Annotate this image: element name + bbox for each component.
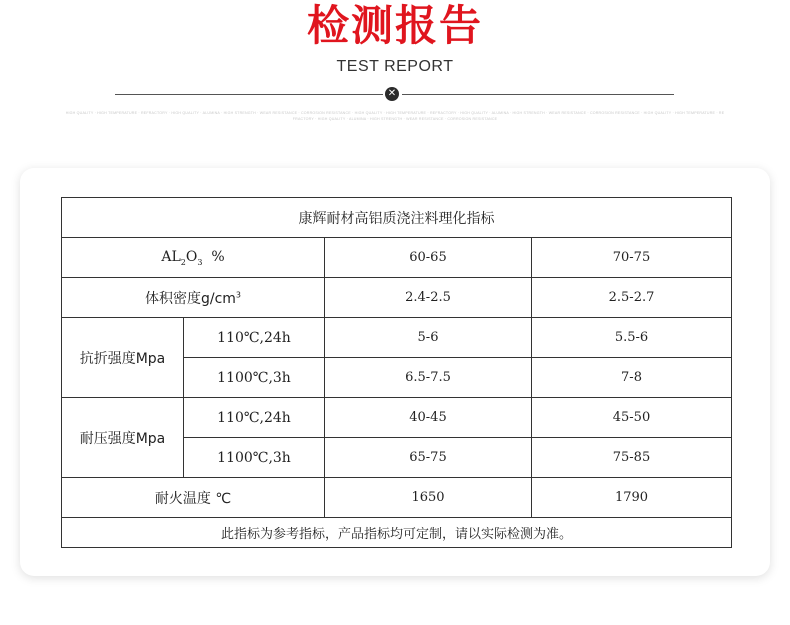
density-value-1: 2.4-2.5 bbox=[325, 278, 532, 318]
divider-left bbox=[115, 94, 383, 95]
table-title-row bbox=[62, 198, 732, 238]
compressive-label: 耐压强度Mpa bbox=[62, 398, 184, 478]
al2o3-value-1: 60-65 bbox=[325, 238, 532, 278]
compressive-value-2: 45-50 bbox=[532, 398, 732, 438]
compressive-value-1: 40-45 bbox=[325, 398, 532, 438]
flexural-value-2: 5.5-6 bbox=[532, 318, 732, 358]
divider-right bbox=[402, 94, 674, 95]
flexural-value-1: 5-6 bbox=[325, 318, 532, 358]
compressive-condition: 1100℃,3h bbox=[184, 438, 325, 478]
flexural-value-2: 7-8 bbox=[532, 358, 732, 398]
table-footnote-row bbox=[62, 518, 732, 548]
report-header bbox=[0, 0, 790, 150]
compressive-condition: 110℃,24h bbox=[184, 398, 325, 438]
flexural-value-1: 6.5-7.5 bbox=[325, 358, 532, 398]
spec-table bbox=[61, 197, 732, 548]
refractoriness-value-2: 1790 bbox=[532, 478, 732, 518]
page-subtitle: TEST REPORT bbox=[336, 58, 454, 75]
close-icon: ✕ bbox=[385, 87, 399, 101]
density-label: 体积密度$g/cm^3$ bbox=[62, 278, 325, 318]
table-footnote: 此指标为参考指标，产品指标均可定制，请以实际检测为准。 bbox=[62, 518, 732, 548]
flexural-condition: 1100℃,3h bbox=[184, 358, 325, 398]
refractoriness-value-1: 1650 bbox=[325, 478, 532, 518]
flexural-label: 抗折强度Mpa bbox=[62, 318, 184, 398]
compressive-value-1: 65-75 bbox=[325, 438, 532, 478]
table-row bbox=[62, 398, 732, 438]
flexural-condition: 110℃,24h bbox=[184, 318, 325, 358]
decorative-fine-print: HIGH QUALITY · HIGH TEMPERATURE · REFRACTORY · HIGH QUALITY · ALUMINA · HIGH STRENGTH · WEAR RESISTANCE · CORROSION RESISTANCE · HIGH QUALITY · HIGH TEMPERATURE · REFRACTORY · HIGH QUALITY · ALUMINA · HIGH STRENGTH · WEAR RESISTANCE · CORROSION RESISTANCE · HIGH QUALITY · HIGH TEMPERATURE · REFRACTORY · HIGH QUALITY · ALUMINA · HIGH STRENGTH · WEAR RESISTANCE · CORROSION RESISTANCE bbox=[65, 111, 725, 121]
al2o3-value-2: 70-75 bbox=[532, 238, 732, 278]
table-row bbox=[62, 238, 732, 278]
table-row bbox=[62, 318, 732, 358]
table-title: 康辉耐材高铝质浇注料理化指标 bbox=[62, 198, 732, 238]
table-row bbox=[62, 478, 732, 518]
page-title: 检测报告 bbox=[306, 1, 483, 50]
al2o3-label: $AL_2O_3$ % bbox=[62, 238, 325, 278]
density-value-2: 2.5-2.7 bbox=[532, 278, 732, 318]
compressive-value-2: 75-85 bbox=[532, 438, 732, 478]
refractoriness-label: 耐火温度 ℃ bbox=[62, 478, 325, 518]
table-row bbox=[62, 278, 732, 318]
